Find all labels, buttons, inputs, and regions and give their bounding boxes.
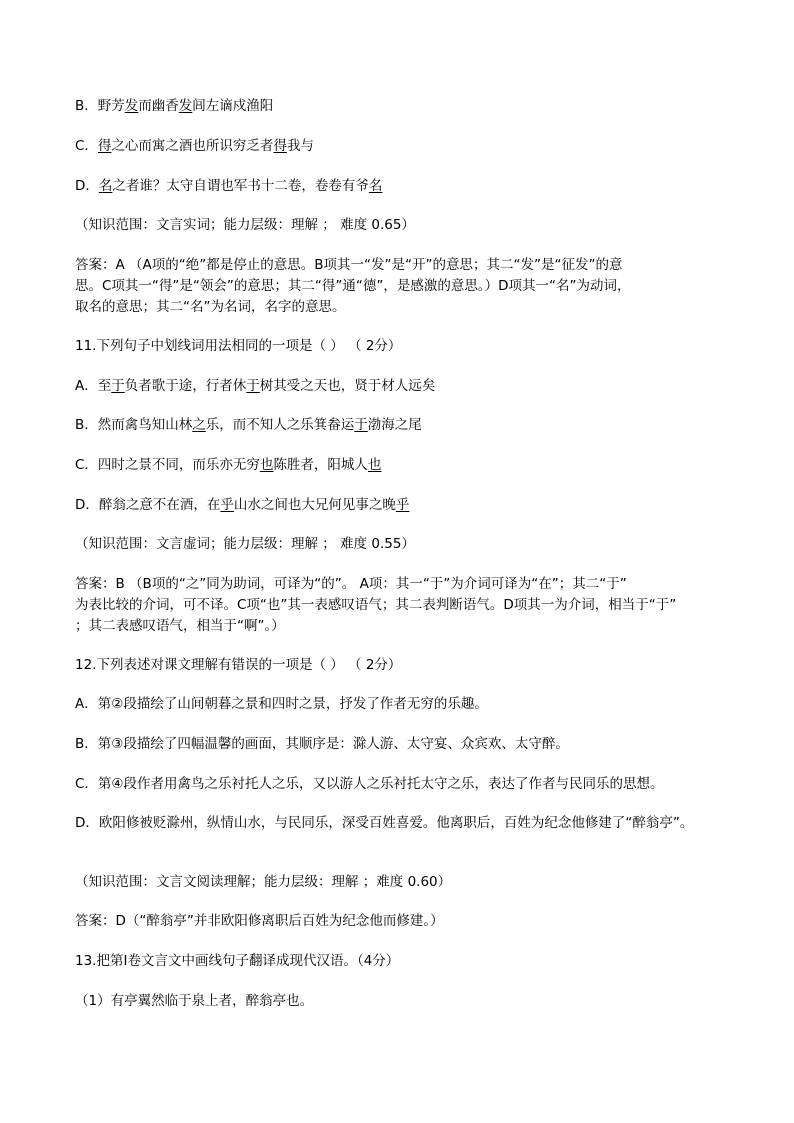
q13-item-1: （1）有亭翼然临于泉上者，醉翁亭也。 <box>75 993 314 1009</box>
option-text: A．至 <box>75 378 112 394</box>
option-text: C．四时之景不同，而乐亦无穷 <box>75 457 260 473</box>
q12-option-a: A．第②段描绘了山间朝暮之景和四时之景，抒发了作者无穷的乐趣。 <box>75 696 488 712</box>
q11-answer-line-3: ；其二表感叹语气，相当于“啊”。） <box>75 618 285 634</box>
underlined-word: 发 <box>178 98 193 114</box>
underlined-word: 乎 <box>395 497 410 513</box>
option-text: D． <box>75 178 99 194</box>
option-text: 之者谁？太守自谓也军书十二卷，卷卷有爷 <box>112 178 369 194</box>
underlined-word: 名 <box>368 178 383 194</box>
q12-title: 12.下列表述对课文理解有错误的一项是（ ） （ 2分） <box>75 657 402 673</box>
option-text: 乐，而不知人之乐箕畚运 <box>205 417 355 433</box>
q12-option-d: D．欧阳修被贬滁州，纵情山水，与民同乐，深受百姓喜爱。他离职后，百姓为纪念他修建了“醉翁亭”。 <box>75 815 694 831</box>
underlined-word: 得 <box>273 138 287 154</box>
underlined-word: 也 <box>367 457 382 473</box>
q10-option-d <box>75 177 382 195</box>
q11-answer-line-1: 答案：B （B项的“之”同为助词，可译为“的”。 A项：其一“于”为介词可译为“在”；其二“于” <box>75 576 627 592</box>
option-text: C． <box>75 138 98 154</box>
underlined-word: 名 <box>98 178 113 194</box>
underlined-word: 于 <box>111 378 125 394</box>
q11-option-c <box>75 456 381 474</box>
q11-title: 11.下列句子中划线词用法相同的一项是（ ） （ 2分） <box>75 338 402 354</box>
q12-meta: （知识范围：文言文阅读理解；能力层级：理解 ；难度 0.60） <box>75 874 452 890</box>
underlined-word: 于 <box>354 417 368 433</box>
option-text: 之心而寓之酒也所识穷乏者 <box>111 138 274 154</box>
underlined-word: 乎 <box>220 497 234 513</box>
q10-answer-line-1: 答案：A （A项的“绝”都是停止的意思。B项其一“发”是“开”的意思；其二“发”是“征发”的意 <box>75 257 623 273</box>
underlined-word: 发 <box>124 98 139 114</box>
q10-answer-line-3: 取名的意思；其二“名”为名词，名字的意思。 <box>75 299 346 315</box>
underlined-word: 之 <box>192 417 206 433</box>
option-text: 树其受之天也，贤于材人远矣 <box>259 378 436 394</box>
q11-meta: （知识范围：文言虚词；能力层级：理解 ； 难度 0.55） <box>75 536 415 552</box>
q11-option-a <box>75 377 435 395</box>
q12-option-c: C．第④段作者用禽鸟之乐衬托人之乐，又以游人之乐衬托太守之乐，表达了作者与民同乐的思想。 <box>75 776 664 792</box>
option-text: B．野芳 <box>75 98 125 114</box>
option-text: 渤海之尾 <box>367 417 422 433</box>
option-text: 陈胜者，阳城人 <box>273 457 368 473</box>
underlined-word: 得 <box>97 138 112 154</box>
option-text: D．醉翁之意不在酒，在 <box>75 497 221 513</box>
q11-answer-line-2: 为表比较的介词，可不译。C项“也”其一表感叹语气；其二表判断语气。D项其一为介词，相当于“于” <box>75 597 677 613</box>
q13-title: 13.把第Ⅰ卷文言文中画线句子翻译成现代汉语。（4分） <box>75 953 400 969</box>
underlined-word: 于 <box>246 378 260 394</box>
q12-answer: 答案：D（“醉翁亭”并非欧阳修离职后百姓为纪念他而修建。） <box>75 913 444 929</box>
option-text: 闾左谪戍渔阳 <box>192 98 274 114</box>
option-text: 山水之间也大兄何见事之晚 <box>233 497 396 513</box>
option-text: 负者歌于途，行者休 <box>124 378 247 394</box>
q12-option-b: B．第③段描绘了四幅温馨的画面，其顺序是：滁人游、太守宴、众宾欢、太守醉。 <box>75 736 569 752</box>
q10-meta: （知识范围：文言实词；能力层级：理解 ； 难度 0.65） <box>75 217 415 233</box>
q10-answer-line-2: 思。C项其一“得”是“领会”的意思；其二“得”通“德”，是感激的意思。）D项其一“名”为动词， <box>75 278 631 294</box>
q11-option-d <box>75 496 409 514</box>
underlined-word: 也 <box>259 457 274 473</box>
option-text: B．然而禽鸟知山林 <box>75 417 193 433</box>
option-text: 而幽香 <box>138 98 179 114</box>
option-text: 我与 <box>286 138 314 154</box>
q10-option-b <box>75 97 273 115</box>
q10-option-c <box>75 137 314 155</box>
q11-option-b <box>75 416 422 434</box>
